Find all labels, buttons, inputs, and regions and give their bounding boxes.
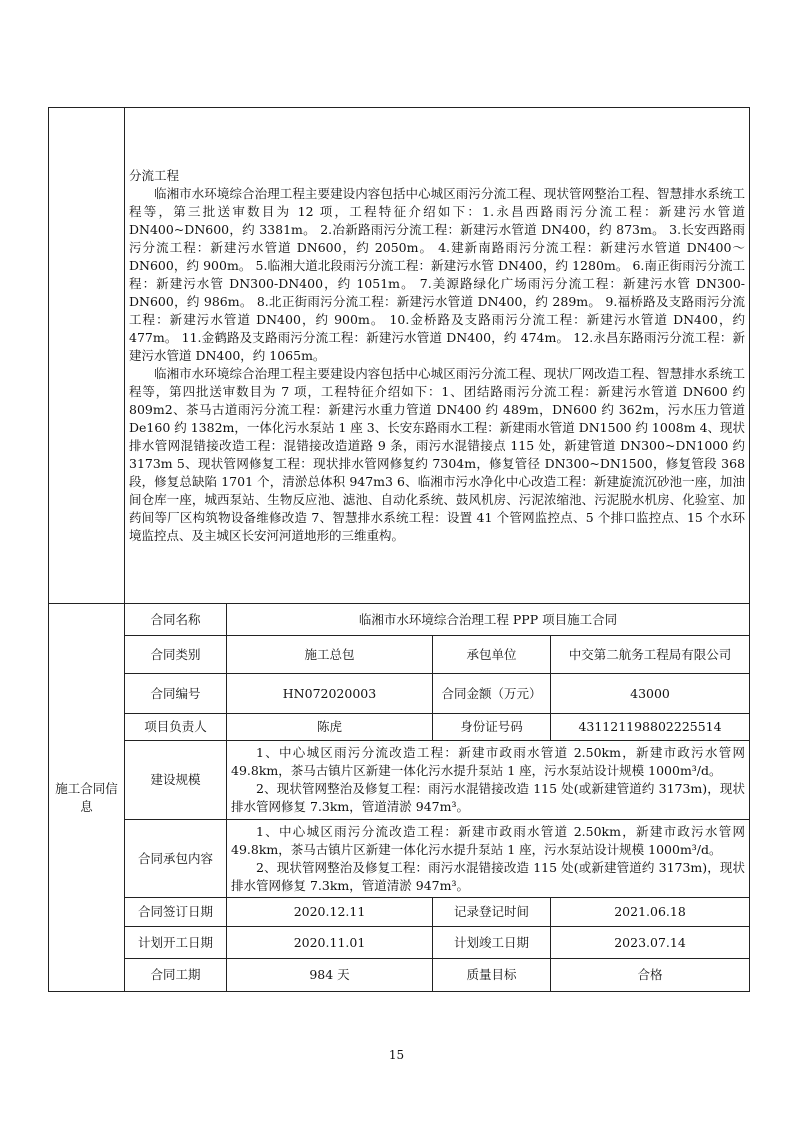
record-date-label: 记录登记时间 bbox=[433, 898, 551, 927]
sign-date-label: 合同签订日期 bbox=[125, 898, 227, 927]
planned-start-value: 2020.11.01 bbox=[227, 927, 433, 959]
contract-scope-item-1: 1、中心城区雨污分流改造工程：新建市政雨水管道 2.50km，新建市政污水管网 49.8km，茶马古镇片区新建一体化污水提升泵站 1 座，污水泵站设计规模 1000m³/d。 bbox=[231, 823, 746, 857]
planned-end-label: 计划竣工日期 bbox=[433, 927, 551, 959]
project-manager-label: 项目负责人 bbox=[125, 714, 227, 741]
contract-scope-item-2: 2、现状管网整治及修复工程：雨污水混错接改造 115 处(或新建管道约 3173m)，现状排水管网修复 7.3km，管道清淤 947m³。 bbox=[231, 859, 746, 893]
construction-scale-item-1: 1、中心城区雨污分流改造工程：新建市政雨水管道 2.50km，新建市政污水管网 49.8km，茶马古镇片区新建一体化污水提升泵站 1 座，污水泵站设计规模 1000m³/d。 bbox=[231, 745, 746, 778]
project-manager-value: 陈虎 bbox=[227, 714, 433, 741]
description-paragraph-batch3: 临湘市水环境综合治理工程主要建设内容包括中心城区雨污分流工程、现状管网整治工程、智慧排水系统工程等，第三批送审数目为 12 项，工程特征介绍如下：1.永昌西路雨污分流工程：新建污水管道 DN400~DN600，约 3381m。 2.冶新路雨污分流工程：新建污水管道 DN400，约 873m。 3.长安西路雨污分流工程：新建污水管道 DN600，约 2050m。 4.建新南路雨污分流工程：新建污水管道 DN400～DN600，约 900m。 5.临湘大道北段雨污分流工程：新建污水管 DN400，约 1280m。 6.南正街雨污分流工程：新建污水管 DN300-DN400，约 1051m。 7.美源路绿化广场雨污分流工程：新建污水管 DN300-DN600，约 986m。 8.北正街雨污分流工程：新建污水管道 DN400，约 289m。 9.福桥路及支路雨污分流工程：新建污水管道 DN400，约 900m。 10.金桥路及支路雨污分流工程：新建污水管道 DN400，约 477m。 11.金鹤路及支路雨污分流工程：新建污水管道 DN400，约 474m。 12.永昌东路雨污分流工程：新建污水管道 DN400，约 1065m。 bbox=[129, 185, 746, 363]
planned-start-label: 计划开工日期 bbox=[125, 927, 227, 959]
planned-end-value: 2023.07.14 bbox=[551, 927, 750, 959]
contract-scope-label: 合同承包内容 bbox=[125, 820, 227, 898]
id-number-label: 身份证号码 bbox=[433, 714, 551, 741]
blank-label-cell bbox=[49, 108, 125, 604]
contract-number-value: HN072020003 bbox=[227, 674, 433, 714]
contract-duration-label: 合同工期 bbox=[125, 959, 227, 992]
contract-name-label: 合同名称 bbox=[125, 604, 227, 636]
construction-scale-cell bbox=[227, 741, 750, 820]
description-heading: 分流工程 bbox=[129, 167, 180, 183]
quality-target-label: 质量目标 bbox=[433, 959, 551, 992]
contractor-value: 中交第二航务工程局有限公司 bbox=[551, 636, 750, 674]
contract-amount-value: 43000 bbox=[551, 674, 750, 714]
contract-number-label: 合同编号 bbox=[125, 674, 227, 714]
description-paragraph-batch4: 临湘市水环境综合治理工程主要建设内容包括中心城区雨污分流工程、现状厂网改造工程、智慧排水系统工程等，第四批送审数目为 7 项，工程特征介绍如下：1、团结路雨污分流工程：新建污水管道 DN600 约 809m2、茶马古道雨污分流工程：新建污水重力管道 DN400 约 489m，DN600 约 362m，污水压力管道 De160 约 1382m，一体化污水泵站 1 座 3、长安东路雨水工程：新建雨水管道 DN1500 约 1008m 4、现状排水管网混错接改造工程：混错接改造道路 9 条，雨污水混错接点 115 处，新建管道 DN300~DN1000 约 3173m 5、现状管网修复工程：现状排水管网修复约 7304m，修复管径 DN300~DN1500，修复管段 368 段，修复总缺陷 1701 个，清淤总体积 947m3 6、临湘市污水净化中心改造工程：新建旋流沉砂池一座，加油间仓库一座，城西泵站、生物反应池、滤池、自动化系统、鼓风机房、污泥浓缩池、污泥脱水机房、化验室、加药间等厂区构筑物设备维修改造 7、智慧排水系统工程：设置 41 个管网监控点、5 个排口监控点、15 个水环境监控点、及主城区长安河河道地形的三维重构。 bbox=[129, 365, 746, 543]
project-info-table bbox=[48, 107, 750, 992]
record-date-value: 2021.06.18 bbox=[551, 898, 750, 927]
contract-duration-value: 984 天 bbox=[227, 959, 433, 992]
construction-scale-label: 建设规模 bbox=[125, 741, 227, 820]
section-label-contract-info: 施工合同信息 bbox=[49, 604, 125, 992]
contract-scope-cell bbox=[227, 820, 750, 898]
quality-target-value: 合格 bbox=[551, 959, 750, 992]
sign-date-value: 2020.12.11 bbox=[227, 898, 433, 927]
contract-name-value: 临湘市水环境综合治理工程 PPP 项目施工合同 bbox=[227, 604, 750, 636]
contractor-label: 承包单位 bbox=[433, 636, 551, 674]
contract-type-value: 施工总包 bbox=[227, 636, 433, 674]
contract-amount-label: 合同金额（万元） bbox=[433, 674, 551, 714]
id-number-value: 431121198802225514 bbox=[551, 714, 750, 741]
page-number: 15 bbox=[388, 1048, 405, 1062]
project-description-cell bbox=[125, 108, 750, 604]
construction-scale-item-2: 2、现状管网整治及修复工程：雨污水混错接改造 115 处(或新建管道约 3173m)，现状排水管网修复 7.3km，管道清淤 947m³。 bbox=[231, 781, 746, 814]
contract-type-label: 合同类别 bbox=[125, 636, 227, 674]
